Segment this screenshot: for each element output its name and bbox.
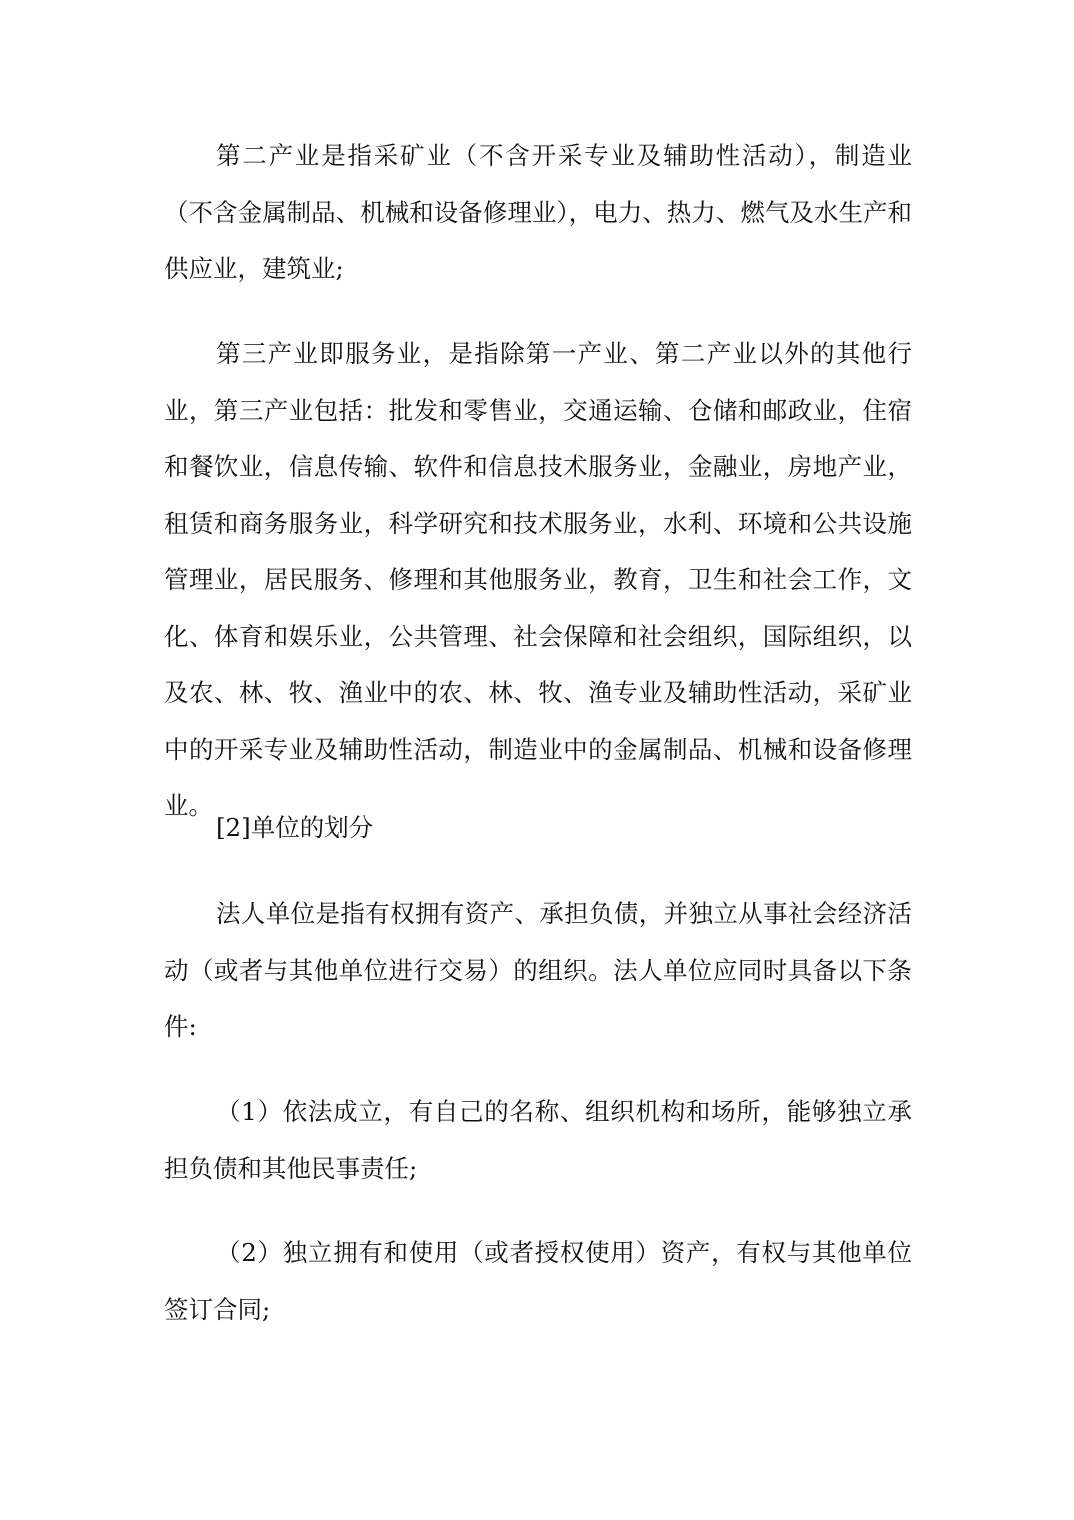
paragraph-tertiary-industry: 第三产业即服务业，是指除第一产业、第二产业以外的其他行业，第三产业包括：批发和零售业，交通运输、仓储和邮政业，住宿和餐饮业，信息传输、软件和信息技术服务业，金融业，房地产业，租赁和商务服务业，科学研究和技术服务业，水利、环境和公共设施管理业，居民服务、修理和其他服务业，教育，卫生和社会工作，文化、体育和娱乐业，公共管理、社会保障和社会组织，国际组织，以及农、林、牧、渔业中的农、林、牧、渔专业及辅助性活动，采矿业中的开采专业及辅助性活动，制造业中的金属制品、机械和设备修理业。 [164,339,912,820]
paragraph-condition-1: （1）依法成立，有自己的名称、组织机构和场所，能够独立承担负债和其他民事责任; [164,1097,912,1183]
paragraph-legal-entity: 法人单位是指有权拥有资产、承担负债，并独立从事社会经济活动（或者与其他单位进行交易）的组织。法人单位应同时具备以下条件: [164,899,912,1041]
paragraph-condition-2: （2）独立拥有和使用（或者授权使用）资产，有权与其他单位签订合同; [164,1238,912,1324]
section-heading-unit-division: [2]单位的划分 [216,813,374,842]
paragraph-secondary-industry: 第二产业是指采矿业（不含开采专业及辅助性活动），制造业（不含金属制品、机械和设备修理业），电力、热力、燃气及水生产和供应业，建筑业; [164,141,912,283]
